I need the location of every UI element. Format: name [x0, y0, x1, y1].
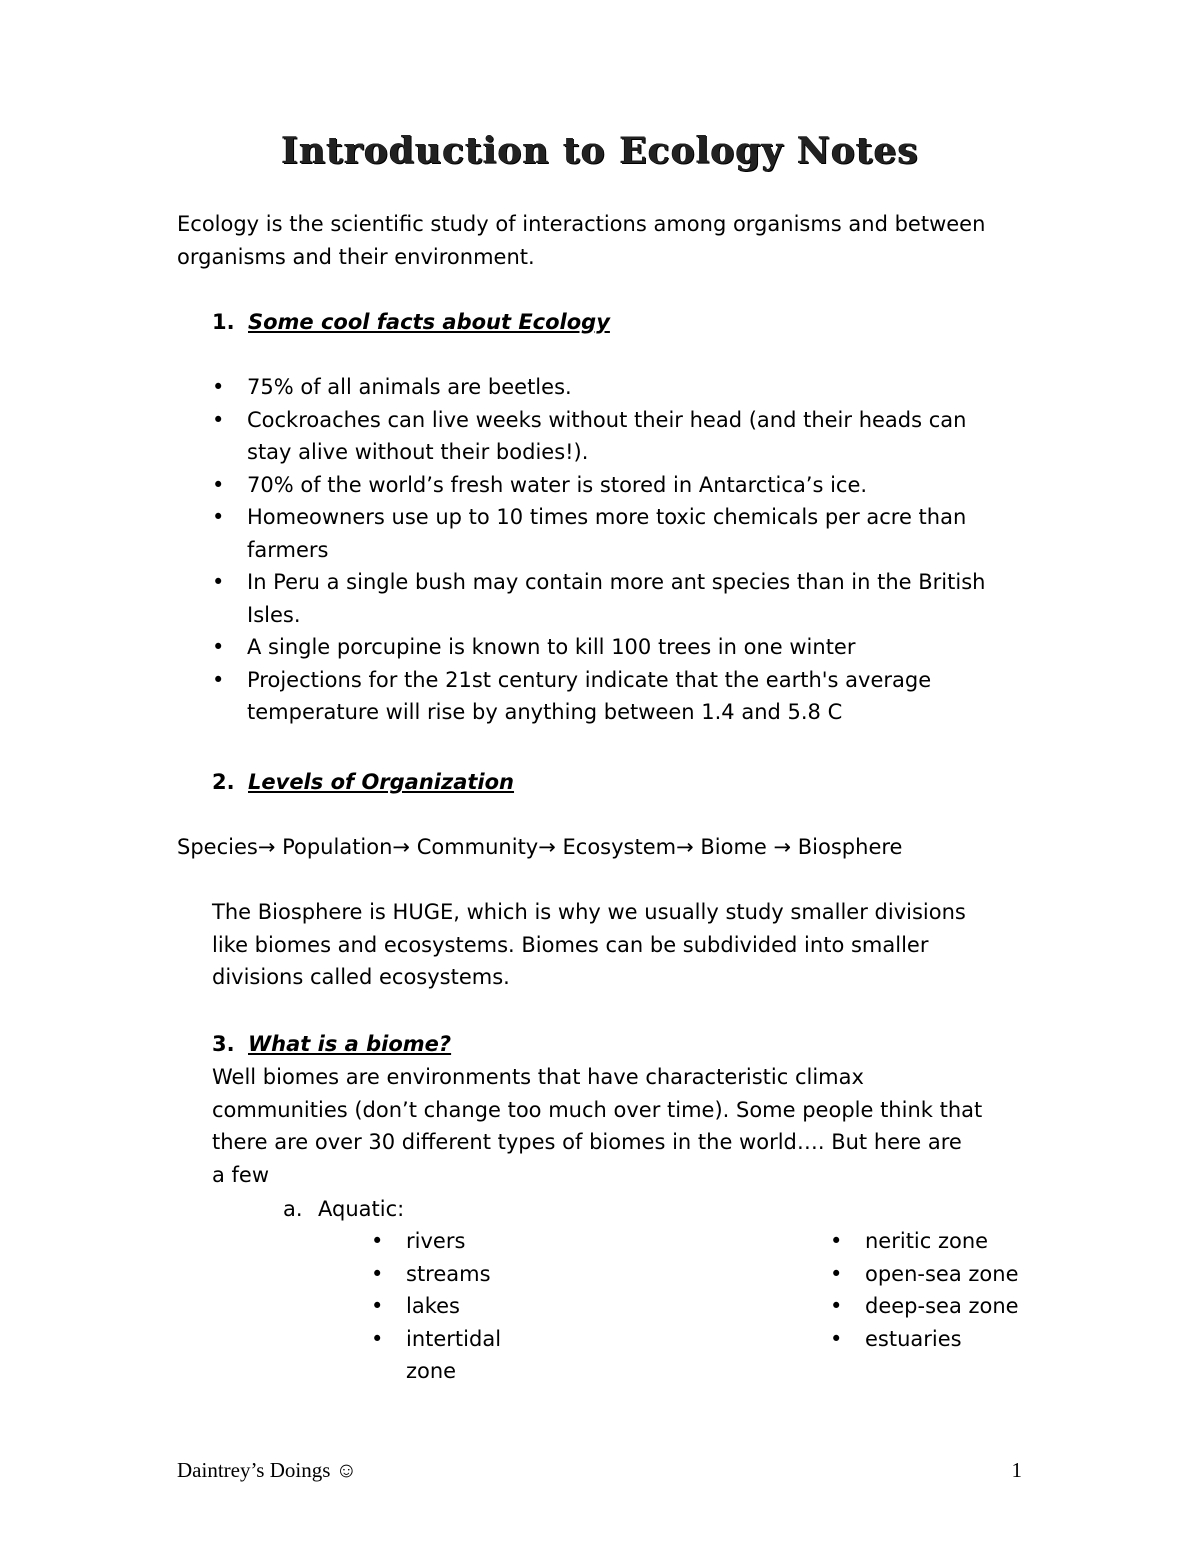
list-item: • streams	[371, 1258, 501, 1291]
section-number: 2.	[212, 770, 235, 794]
aquatic-list-left	[371, 1225, 501, 1388]
sub-letter: a.	[283, 1197, 303, 1221]
section-title: Levels of Organization	[248, 770, 515, 794]
page-number: 1	[1011, 1458, 1022, 1482]
footer-left: Daintrey’s Doings ☺	[177, 1458, 358, 1482]
page-title: Introduction to Ecology Notes	[281, 130, 919, 172]
section-number: 3.	[212, 1032, 235, 1056]
list-item: • lakes	[371, 1290, 501, 1323]
intro-line: Ecology is the scientific study of interactions among organisms and between	[177, 212, 986, 236]
section-1-heading	[212, 306, 610, 339]
aquatic-subheading	[283, 1193, 404, 1226]
levels-of-organization-line: Species→ Population→ Community→ Ecosystem→ Biome → Biosphere	[177, 835, 903, 859]
list-item: • rivers	[371, 1225, 501, 1258]
facts-list-container	[212, 371, 985, 729]
list-item: • A single porcupine is known to kill 100 trees in one winter	[212, 631, 985, 664]
list-item: • 75% of all animals are beetles.	[212, 371, 985, 404]
list-item: • 70% of the world’s fresh water is stored in Antarctica’s ice.	[212, 469, 985, 502]
intro-line: organisms and their environment.	[177, 244, 535, 269]
section-title: What is a biome?	[248, 1032, 452, 1056]
list-item: • open-sea zone	[830, 1258, 1019, 1291]
list-item: • intertidal zone	[371, 1323, 501, 1388]
sub-label: Aquatic:	[318, 1197, 405, 1221]
biosphere-paragraph: The Biosphere is HUGE, which is why we usually study smaller divisions like biomes and ecosystems. Biomes can be subdivided into smaller divisions called ecosystems.	[212, 900, 966, 989]
section-title: Some cool facts about Ecology	[248, 310, 610, 334]
list-item: • estuaries	[830, 1323, 1019, 1356]
section-2-heading	[212, 766, 514, 799]
facts-list	[212, 371, 985, 729]
biome-paragraph: Well biomes are environments that have characteristic climax communities (don’t change too much over time). Some people think that there are over 30 different types of biomes in the world…. But here are a few	[212, 1065, 983, 1187]
aquatic-list-right	[830, 1225, 1019, 1355]
list-item: • Projections for the 21st century indicate that the earth's average temperature will rise by anything between 1.4 and 5.8 C	[212, 664, 985, 729]
list-item: • neritic zone	[830, 1225, 1019, 1258]
list-item: • Homeowners use up to 10 times more toxic chemicals per acre than farmers	[212, 501, 985, 566]
intro-paragraph	[177, 208, 985, 273]
list-item: • deep-sea zone	[830, 1290, 1019, 1323]
section-number: 1.	[212, 310, 235, 334]
list-item: • Cockroaches can live weeks without their head (and their heads can stay alive without their bodies!).	[212, 404, 985, 469]
list-item: • In Peru a single bush may contain more ant species than in the British Isles.	[212, 566, 985, 631]
section-3-heading	[212, 1028, 451, 1061]
